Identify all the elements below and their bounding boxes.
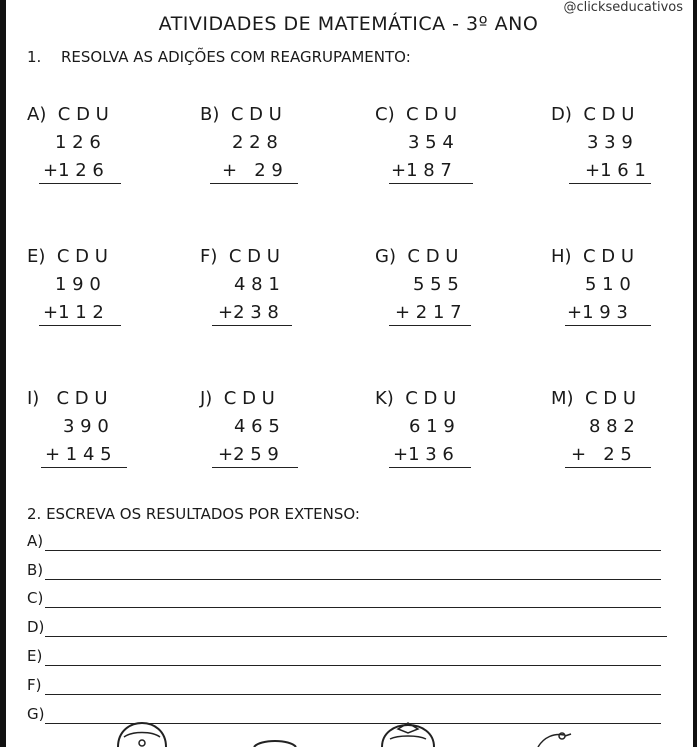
answer-line-label: C) xyxy=(27,589,44,607)
answer-line-label: G) xyxy=(27,705,45,723)
answer-line-label: A) xyxy=(27,532,44,550)
problem-label: F) C D U xyxy=(200,246,280,267)
problem-bottom-number: +1 6 1 xyxy=(585,160,646,181)
problem-bottom-number: + 2 9 xyxy=(222,160,283,181)
sum-line xyxy=(212,325,292,326)
answer-line-e[interactable] xyxy=(27,647,677,669)
problem-label: C) C D U xyxy=(375,104,458,125)
problem-top-number: 4 6 5 xyxy=(234,416,280,437)
problem-bottom-number: +1 8 7 xyxy=(391,160,452,181)
problem-bottom-number: +2 5 9 xyxy=(218,444,279,465)
sum-line xyxy=(569,183,651,184)
problem-bottom-number: +2 3 8 xyxy=(218,302,279,323)
problem-top-number: 2 2 8 xyxy=(232,132,278,153)
problem-top-number: 4 8 1 xyxy=(234,274,280,295)
sum-line xyxy=(389,325,471,326)
problem-top-number: 3 5 4 xyxy=(408,132,454,153)
problem-top-number: 8 8 2 xyxy=(589,416,635,437)
section-1-instruction: RESOLVA AS ADIÇÕES COM REAGRUPAMENTO: xyxy=(61,48,411,66)
answer-line-a[interactable] xyxy=(27,532,677,554)
problem-top-number: 3 3 9 xyxy=(587,132,633,153)
answer-line-f[interactable] xyxy=(27,676,677,698)
sum-line xyxy=(389,183,473,184)
problem-top-number: 1 9 0 xyxy=(55,274,101,295)
section-1-number: 1. xyxy=(27,48,42,66)
sum-line xyxy=(210,183,298,184)
page-title: ATIVIDADES DE MATEMÁTICA - 3º ANO xyxy=(158,13,539,35)
problem-label: B) C D U xyxy=(200,104,282,125)
problem-top-number: 3 9 0 xyxy=(63,416,109,437)
problem-label: I) C D U xyxy=(27,388,108,409)
bow-girl-doodle-icon xyxy=(376,721,440,747)
problem-bottom-number: + 2 5 xyxy=(571,444,632,465)
problem-label: G) C D U xyxy=(375,246,459,267)
problem-label: M) C D U xyxy=(551,388,637,409)
page-border-left xyxy=(0,0,6,747)
problem-bottom-number: +1 3 6 xyxy=(393,444,454,465)
sum-line xyxy=(39,183,121,184)
writing-rule xyxy=(45,579,661,580)
problem-label: J) C D U xyxy=(200,388,275,409)
page-border-right xyxy=(693,0,697,747)
writing-rule xyxy=(45,550,661,551)
answer-line-b[interactable] xyxy=(27,561,677,583)
writing-rule xyxy=(45,694,661,695)
bird-doodle-icon xyxy=(534,729,574,747)
problem-label: D) C D U xyxy=(551,104,635,125)
problem-bottom-number: + 2 1 7 xyxy=(395,302,462,323)
writing-rule xyxy=(45,636,667,637)
sum-line xyxy=(565,467,651,468)
section-2-heading: 2. ESCREVA OS RESULTADOS POR EXTENSO: xyxy=(27,505,360,523)
answer-line-d[interactable] xyxy=(27,618,677,640)
answer-line-label: F) xyxy=(27,676,42,694)
girl-doodle-icon xyxy=(112,721,172,747)
problem-label: K) C D U xyxy=(375,388,457,409)
problem-top-number: 6 1 9 xyxy=(409,416,455,437)
section-1-heading xyxy=(27,48,411,66)
sum-line xyxy=(565,325,651,326)
problem-bottom-number: +1 1 2 xyxy=(43,302,104,323)
problem-bottom-number: +1 9 3 xyxy=(567,302,628,323)
answer-line-label: B) xyxy=(27,561,44,579)
writing-rule xyxy=(45,607,661,608)
sum-line xyxy=(41,467,127,468)
answer-line-label: E) xyxy=(27,647,43,665)
answer-line-c[interactable] xyxy=(27,589,677,611)
sum-line xyxy=(212,467,298,468)
problem-bottom-number: +1 2 6 xyxy=(43,160,104,181)
problem-top-number: 5 5 5 xyxy=(413,274,459,295)
answer-line-label: D) xyxy=(27,618,45,636)
author-handle: @clickseducativos xyxy=(563,0,683,15)
problem-label: A) C D U xyxy=(27,104,109,125)
writing-rule xyxy=(45,665,661,666)
problem-top-number: 1 2 6 xyxy=(55,132,101,153)
problem-top-number: 5 1 0 xyxy=(585,274,631,295)
problem-bottom-number: + 1 4 5 xyxy=(45,444,112,465)
head-doodle-icon xyxy=(252,737,298,747)
problem-label: E) C D U xyxy=(27,246,108,267)
problem-label: H) C D U xyxy=(551,246,635,267)
sum-line xyxy=(389,467,471,468)
sum-line xyxy=(39,325,121,326)
